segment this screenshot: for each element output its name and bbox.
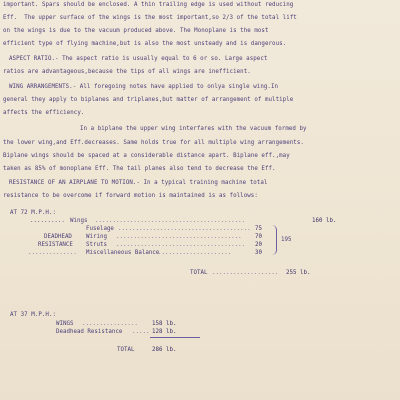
row-label: Fuselage	[86, 226, 114, 232]
row-value: 30	[255, 250, 262, 256]
row-label: Deadhead Resistance	[56, 329, 123, 335]
total-value: 286 lb.	[152, 347, 177, 353]
row-label: Wiring	[86, 234, 107, 240]
paragraph-line: taken as 85% of monoplane Eff. The tail planes also tend to decrease the Eff.	[3, 166, 276, 172]
bracket	[270, 225, 277, 255]
table2-row	[0, 329, 400, 336]
total-label: TOTAL	[190, 270, 208, 276]
underline	[150, 337, 200, 338]
row-value: 160 lb.	[312, 218, 337, 224]
section-heading-aspect-ratio: ASPECT RATIO.- The aspect ratio is usually equal to 6 or so. Large aspect	[9, 56, 268, 62]
leader-dots: ................	[82, 321, 138, 327]
paragraph-line: Eff. The upper surface of the wings is the most important,so 2/3 of the total lift	[3, 15, 297, 21]
table1-row	[0, 242, 400, 249]
leader-dots: .....	[132, 329, 150, 335]
paragraph-line: efficient type of flying machine,but is also the most unsteady and is dangerous.	[3, 41, 287, 47]
leader-dots: ....................................	[116, 234, 242, 240]
paragraph-line: the lower wing,and Eff.decreases. Same holds true for all multiple wing arrangements.	[3, 140, 304, 146]
leader-dots: .....................................	[116, 242, 246, 248]
table1-row	[0, 234, 400, 241]
leader-dots: ......................................	[118, 226, 251, 232]
row-value: 75	[255, 226, 262, 232]
leader-dots: ...........................................	[95, 218, 246, 224]
total-value: 255 lb.	[286, 270, 311, 276]
paragraph-line: Biplane wings should be spaced at a considerable distance apart. Biplane eff.,may	[3, 153, 290, 159]
row-value: 158 lb.	[152, 321, 177, 327]
table1-row	[0, 226, 400, 233]
row-prefix: DEADHEAD	[44, 234, 72, 240]
row-prefix: RESISTANCE	[38, 242, 73, 248]
paragraph-line: important. Spars should be enclosed. A thin trailing edge is used without reducing	[3, 2, 294, 8]
row-prefix: ..............	[28, 250, 77, 256]
section-heading-wing-arrangements: WING ARRANGEMENTS.- All foregoing notes have applied to onlya single wing.In	[9, 84, 279, 90]
paragraph-line: resistance to be overcome if forward motion is maintained is as follows:	[3, 193, 258, 199]
table1-row	[0, 250, 400, 257]
table1-total	[0, 270, 400, 277]
table2-heading: AT 37 M.P.H.:	[10, 312, 57, 318]
paragraph-line: on the wings is due to the vacuum produced above. The Monoplane is the most	[3, 28, 269, 34]
total-label: TOTAL	[117, 347, 135, 353]
paragraph-line: affects the efficiency.	[3, 110, 85, 116]
paragraph-line: ratios are advantageous,because the tips of all wings are inefficient.	[3, 69, 251, 75]
row-label: Struts	[86, 242, 107, 248]
row-label: WINGS	[56, 321, 74, 327]
leader-dots: ...................	[212, 270, 279, 276]
row-label: Wings	[70, 218, 88, 224]
row-value: 70	[255, 234, 262, 240]
row-label: Miscellaneous Balance	[86, 250, 160, 256]
section-heading-resistance: RESISTANCE OF AN AIRPLANE TO MOTION.- In a typical training machine total	[9, 180, 268, 186]
paragraph-line: In a biplane the upper wing interfares with the vacuum formed by	[80, 126, 307, 132]
row-value: 128 lb.	[152, 329, 177, 335]
table1-row	[0, 218, 400, 225]
leader-dots: .....................	[158, 250, 232, 256]
table1-heading: AT 72 M.P.H.:	[10, 210, 57, 216]
table2-row	[0, 321, 400, 328]
row-value: 20	[255, 242, 262, 248]
bracket-sum: 195	[281, 237, 292, 243]
paragraph-line: general they apply to biplanes and triplanes,but matter of arrangement of multiple	[3, 97, 294, 103]
row-prefix: ..........	[30, 218, 65, 224]
table2-total	[0, 347, 400, 354]
